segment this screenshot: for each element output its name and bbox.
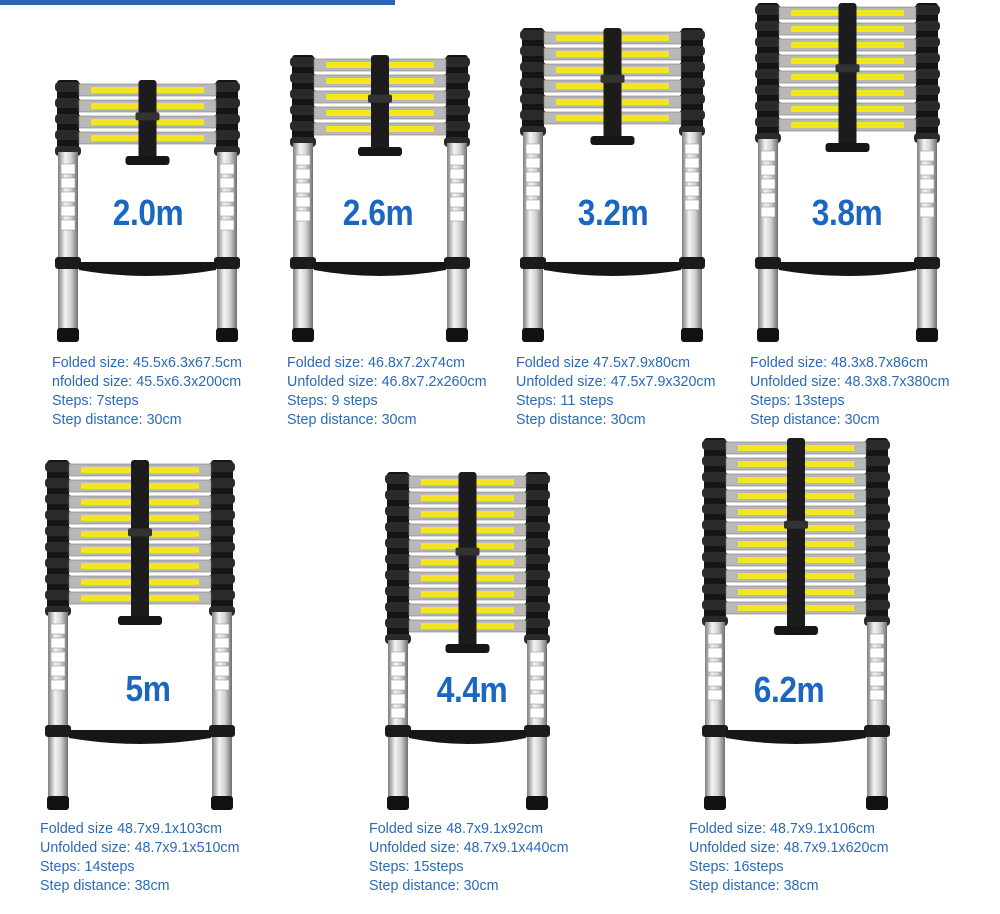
stile-collar (524, 554, 550, 564)
steps-text: Steps: 16steps (689, 859, 784, 875)
bottom-rung (314, 262, 446, 276)
ladder-3-2m-illustration (515, 28, 710, 342)
stile-collar (520, 30, 546, 40)
stile-collar (290, 105, 316, 115)
strap-handle (591, 136, 635, 145)
ladder-foot (57, 328, 79, 342)
warning-sticker (61, 206, 75, 216)
ladder-size-label: 2.6m (342, 192, 414, 233)
bottom-rung (79, 262, 216, 276)
stile-collar (45, 462, 71, 472)
stile-collar (385, 570, 411, 580)
warning-sticker (685, 158, 699, 168)
warning-sticker (870, 634, 884, 644)
ladder-foot (47, 796, 69, 810)
stile-collar (55, 82, 81, 92)
warning-sticker (761, 165, 775, 175)
carry-strap (787, 438, 805, 632)
stile-collar (209, 590, 235, 600)
warning-sticker (526, 186, 540, 196)
warning-sticker (296, 211, 310, 221)
bottom-rung (544, 262, 681, 276)
warning-sticker (708, 634, 722, 644)
ladder-size-label: 4.4m (436, 669, 508, 710)
ladder-foot (211, 796, 233, 810)
lower-collar (290, 257, 316, 269)
stile-collar (520, 94, 546, 104)
step-distance-text: Step distance: 38cm (689, 878, 819, 894)
stile-collar (864, 600, 890, 610)
stile-collar (864, 504, 890, 514)
stile-collar (520, 110, 546, 120)
ladder-foot (387, 796, 409, 810)
steps-text: Steps: 11 steps (516, 393, 614, 409)
stile-collar (385, 490, 411, 500)
lower-collar (755, 257, 781, 269)
unfolded-size-text: Unfolded size: 46.8x7.2x260cm (287, 374, 487, 390)
warning-sticker (450, 211, 464, 221)
stile-collar (755, 69, 781, 79)
stile-collar (914, 101, 940, 111)
ladder-6-2m (697, 438, 895, 810)
warning-sticker (685, 172, 699, 182)
stile-collar (45, 558, 71, 568)
unfolded-size-text: Unfolded size: 48.7x9.1x440cm (369, 840, 569, 856)
stile-collar (524, 570, 550, 580)
stile-collar (214, 130, 240, 140)
ladder-5m-illustration (40, 460, 240, 810)
warning-sticker (450, 169, 464, 179)
stile-collar (385, 506, 411, 516)
step-distance-text: Step distance: 30cm (287, 412, 417, 428)
stile-collar (45, 526, 71, 536)
warning-sticker (526, 172, 540, 182)
lower-collar (45, 725, 71, 737)
stile-collar (914, 5, 940, 15)
steps-text: Steps: 14steps (40, 859, 135, 875)
warning-sticker (761, 151, 775, 161)
warning-sticker (685, 186, 699, 196)
stile-collar (524, 586, 550, 596)
warning-sticker (296, 155, 310, 165)
stile-collar (524, 538, 550, 548)
warning-sticker (708, 690, 722, 700)
unfolded-size-text: nfolded size: 45.5x6.3x200cm (52, 374, 242, 390)
warning-sticker (61, 164, 75, 174)
warning-sticker (51, 624, 65, 634)
warning-sticker (391, 694, 405, 704)
folded-size-text: Folded size 47.5x7.9x80cm (516, 355, 691, 371)
warning-sticker (685, 144, 699, 154)
warning-sticker (391, 652, 405, 662)
ladder-3-8m-specs (750, 354, 949, 430)
warning-sticker (220, 164, 234, 174)
warning-sticker (51, 666, 65, 676)
stile-collar (702, 600, 728, 610)
steps-text: Steps: 15steps (369, 859, 464, 875)
carry-strap (139, 80, 157, 162)
ladder-foot (757, 328, 779, 342)
stile-collar (755, 37, 781, 47)
warning-sticker (870, 690, 884, 700)
stile-collar (524, 506, 550, 516)
warning-sticker (220, 206, 234, 216)
warning-sticker (708, 676, 722, 686)
strap-buckle (128, 528, 152, 536)
strap-buckle (784, 521, 808, 529)
stile-collar (45, 494, 71, 504)
stile-collar (520, 46, 546, 56)
warning-sticker (708, 648, 722, 658)
warning-sticker (526, 200, 540, 210)
carry-strap (839, 3, 857, 149)
lower-collar (520, 257, 546, 269)
step-distance-text: Step distance: 30cm (750, 412, 880, 428)
warning-sticker (870, 648, 884, 658)
ladder-3-8m-illustration (750, 3, 945, 342)
ladder-6-2m-specs (689, 820, 888, 896)
stile-collar (914, 117, 940, 127)
warning-sticker (870, 676, 884, 686)
stile-collar (914, 85, 940, 95)
lower-collar (864, 725, 890, 737)
step-distance-text: Step distance: 38cm (40, 878, 170, 894)
stile-collar (524, 522, 550, 532)
warning-sticker (530, 680, 544, 690)
ladder-foot (216, 328, 238, 342)
lower-collar (209, 725, 235, 737)
stile-collar (290, 73, 316, 83)
stile-collar (209, 558, 235, 568)
steps-text: Steps: 13steps (750, 393, 845, 409)
ladder-4-4m (380, 472, 555, 810)
stile-collar (679, 30, 705, 40)
step-distance-text: Step distance: 30cm (369, 878, 499, 894)
strap-buckle (368, 95, 392, 103)
ladder-3-8m (750, 3, 945, 342)
stile-collar (755, 5, 781, 15)
carry-strap (131, 460, 149, 622)
stile-collar (914, 53, 940, 63)
stile-collar (755, 101, 781, 111)
ladder-foot (704, 796, 726, 810)
stile-collar (755, 21, 781, 31)
stile-collar (914, 21, 940, 31)
warning-sticker (51, 652, 65, 662)
warning-sticker (220, 192, 234, 202)
stile-collar (914, 37, 940, 47)
stile-collar (864, 472, 890, 482)
stile-collar (55, 114, 81, 124)
strap-handle (826, 143, 870, 152)
warning-sticker (761, 207, 775, 217)
stile-collar (385, 602, 411, 612)
ladder-2-0m-specs (52, 354, 242, 430)
warning-sticker (220, 220, 234, 230)
strap-buckle (136, 112, 160, 120)
ladder-foot (916, 328, 938, 342)
stile-collar (524, 602, 550, 612)
stile-collar (679, 46, 705, 56)
warning-sticker (708, 662, 722, 672)
stile-collar (290, 57, 316, 67)
stile-tube (527, 640, 547, 798)
stile-collar (385, 618, 411, 628)
stile-collar (520, 62, 546, 72)
strap-handle (358, 147, 402, 156)
stile-collar (214, 98, 240, 108)
ladder-size-label: 3.2m (577, 192, 649, 233)
warning-sticker (391, 666, 405, 676)
stile-collar (914, 69, 940, 79)
stile-collar (702, 488, 728, 498)
stile-collar (864, 440, 890, 450)
lower-collar (385, 725, 411, 737)
stile-collar (55, 98, 81, 108)
ladder-5m-specs (40, 820, 239, 896)
warning-sticker (391, 680, 405, 690)
stile-collar (702, 472, 728, 482)
stile-collar (524, 618, 550, 628)
lower-collar (214, 257, 240, 269)
bottom-rung (409, 730, 526, 744)
steps-text: Steps: 9 steps (287, 393, 378, 409)
stile-collar (864, 520, 890, 530)
carry-strap (604, 28, 622, 142)
stile-collar (209, 526, 235, 536)
bottom-rung (726, 730, 866, 744)
stile-collar (385, 554, 411, 564)
ladder-3-2m-specs (516, 354, 715, 430)
stile-collar (864, 456, 890, 466)
ladder-6-2m-illustration (697, 438, 895, 810)
stile-collar (864, 488, 890, 498)
lower-collar (524, 725, 550, 737)
warning-sticker (450, 183, 464, 193)
warning-sticker (296, 169, 310, 179)
carry-strap (371, 55, 389, 153)
warning-sticker (685, 200, 699, 210)
strap-handle (446, 644, 490, 653)
warning-sticker (920, 207, 934, 217)
ladder-size-label: 3.8m (811, 192, 883, 233)
warning-sticker (920, 179, 934, 189)
bottom-rung (779, 262, 916, 276)
stile-collar (755, 117, 781, 127)
stile-collar (444, 121, 470, 131)
warning-sticker (215, 624, 229, 634)
unfolded-size-text: Unfolded size: 47.5x7.9x320cm (516, 374, 716, 390)
ladder-foot (866, 796, 888, 810)
stile-collar (444, 105, 470, 115)
lower-collar (444, 257, 470, 269)
warning-sticker (450, 197, 464, 207)
stile-collar (385, 474, 411, 484)
stile-collar (679, 110, 705, 120)
ladder-size-label: 6.2m (753, 669, 825, 710)
step-distance-text: Step distance: 30cm (516, 412, 646, 428)
lower-collar (55, 257, 81, 269)
stile-collar (864, 568, 890, 578)
stile-collar (209, 462, 235, 472)
ladder-foot (526, 796, 548, 810)
ladder-2-6m-specs (287, 354, 486, 430)
lower-collar (679, 257, 705, 269)
stile-collar (702, 440, 728, 450)
strap-handle (774, 626, 818, 635)
lower-collar (914, 257, 940, 269)
folded-size-text: Folded size 48.7x9.1x103cm (40, 821, 222, 837)
strap-handle (126, 156, 170, 165)
stile-tube (388, 640, 408, 798)
stile-collar (55, 130, 81, 140)
step-distance-text: Step distance: 30cm (52, 412, 182, 428)
warning-sticker (61, 178, 75, 188)
stile-collar (524, 474, 550, 484)
ladder-foot (292, 328, 314, 342)
warning-sticker (215, 666, 229, 676)
stile-collar (679, 62, 705, 72)
warning-sticker (526, 158, 540, 168)
warning-sticker (530, 694, 544, 704)
stile-collar (702, 568, 728, 578)
stile-collar (444, 89, 470, 99)
stile-collar (679, 94, 705, 104)
strap-buckle (601, 75, 625, 83)
stile-collar (209, 542, 235, 552)
folded-size-text: Folded size 48.7x9.1x92cm (369, 821, 544, 837)
stile-collar (45, 590, 71, 600)
stile-collar (290, 89, 316, 99)
stile-collar (755, 85, 781, 95)
stile-collar (290, 121, 316, 131)
warning-sticker (761, 179, 775, 189)
stile-collar (214, 82, 240, 92)
warning-sticker (296, 197, 310, 207)
folded-size-text: Folded size: 48.3x8.7x86cm (750, 355, 929, 371)
stile-collar (864, 536, 890, 546)
ladder-4-4m-specs (369, 820, 568, 896)
stile-collar (702, 504, 728, 514)
warning-sticker (296, 183, 310, 193)
stile-collar (702, 552, 728, 562)
warning-sticker (215, 652, 229, 662)
warning-sticker (761, 193, 775, 203)
warning-sticker (920, 151, 934, 161)
stile-collar (45, 542, 71, 552)
ladder-2-6m (285, 55, 475, 342)
ladder-2-0m (50, 80, 245, 342)
unfolded-size-text: Unfolded size: 48.3x8.7x380cm (750, 374, 950, 390)
stile-collar (864, 552, 890, 562)
stile-collar (702, 456, 728, 466)
stile-collar (679, 78, 705, 88)
stile-collar (209, 510, 235, 520)
stile-collar (524, 490, 550, 500)
warning-sticker (220, 178, 234, 188)
warning-sticker (215, 638, 229, 648)
stile-collar (209, 478, 235, 488)
unfolded-size-text: Unfolded size: 48.7x9.1x620cm (689, 840, 889, 856)
ladder-4-4m-illustration (380, 472, 555, 810)
stile-collar (209, 574, 235, 584)
stile-collar (214, 114, 240, 124)
warning-sticker (530, 652, 544, 662)
bottom-rung (69, 730, 211, 744)
warning-sticker (920, 193, 934, 203)
lower-collar (702, 725, 728, 737)
ladder-foot (522, 328, 544, 342)
stile-collar (702, 536, 728, 546)
ladder-size-label: 5m (125, 668, 171, 709)
ladder-3-2m (515, 28, 710, 342)
warning-sticker (530, 708, 544, 718)
warning-sticker (215, 680, 229, 690)
strap-handle (118, 616, 162, 625)
stile-collar (520, 78, 546, 88)
stile-collar (444, 73, 470, 83)
warning-sticker (870, 662, 884, 672)
stile-collar (702, 520, 728, 530)
ladder-foot (681, 328, 703, 342)
strap-buckle (456, 548, 480, 556)
carry-strap (459, 472, 477, 650)
warning-sticker (51, 638, 65, 648)
warning-sticker (530, 666, 544, 676)
warning-sticker (526, 144, 540, 154)
warning-sticker (61, 192, 75, 202)
stile-collar (45, 510, 71, 520)
stile-collar (702, 584, 728, 594)
warning-sticker (61, 220, 75, 230)
stile-collar (755, 53, 781, 63)
stile-collar (209, 494, 235, 504)
warning-sticker (450, 155, 464, 165)
stile-collar (385, 586, 411, 596)
folded-size-text: Folded size: 45.5x6.3x67.5cm (52, 355, 242, 371)
warning-sticker (920, 165, 934, 175)
ladder-size-label: 2.0m (112, 192, 184, 233)
stile-collar (864, 584, 890, 594)
folded-size-text: Folded size: 48.7x9.1x106cm (689, 821, 875, 837)
warning-sticker (51, 680, 65, 690)
steps-text: Steps: 7steps (52, 393, 139, 409)
stile-collar (45, 574, 71, 584)
stile-collar (385, 538, 411, 548)
stile-collar (444, 57, 470, 67)
stile-collar (385, 522, 411, 532)
top-accent-bar (0, 0, 395, 5)
unfolded-size-text: Unfolded size: 48.7x9.1x510cm (40, 840, 240, 856)
warning-sticker (391, 708, 405, 718)
ladder-5m (40, 460, 240, 810)
stile-collar (45, 478, 71, 488)
ladder-foot (446, 328, 468, 342)
strap-buckle (836, 64, 860, 72)
folded-size-text: Folded size: 46.8x7.2x74cm (287, 355, 466, 371)
